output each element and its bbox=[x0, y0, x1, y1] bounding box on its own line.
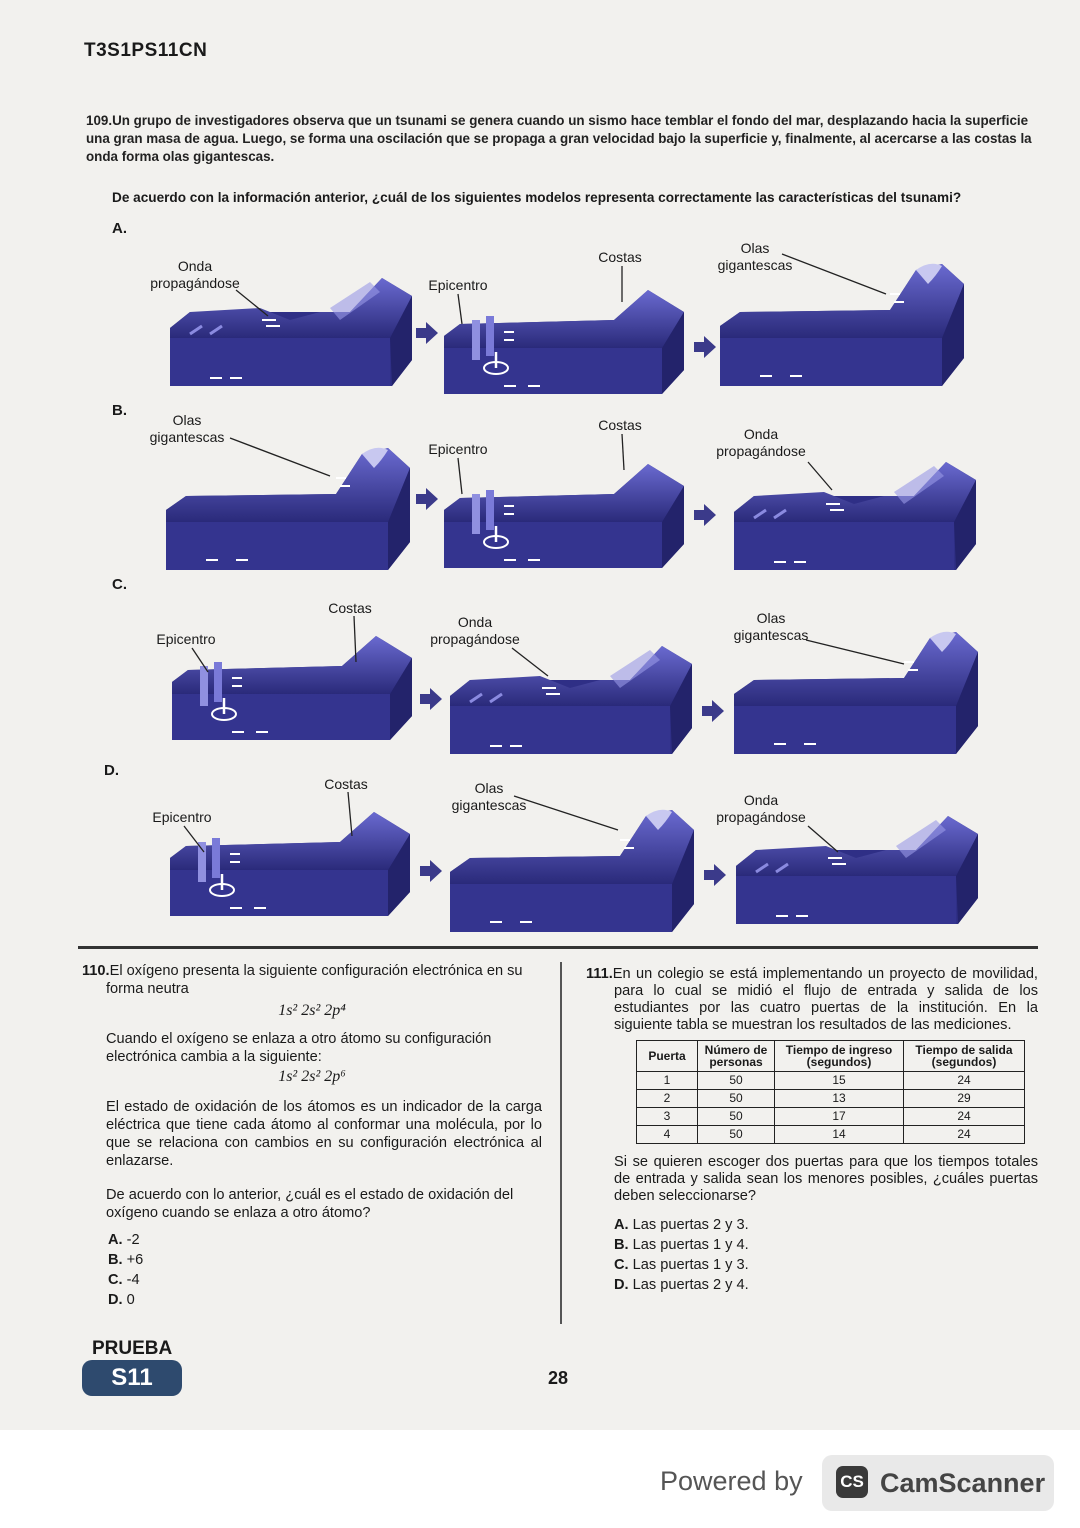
question-text: Un grupo de investigadores observa que un tsunami se genera cuando un sismo hace temblar el fondo del mar, desplazando hacia la superficie una gran masa de agua. Luego, se forma una oscilación que se propaga a gran velocidad bajo la superficie y, finalmente, al acercarse a las costas la onda forma olas gigantescas. bbox=[86, 113, 1032, 164]
formula-bonded: 1s² 2s² 2p⁶ bbox=[278, 1068, 346, 1085]
choice-b[interactable]: B. Las puertas 1 y 4. bbox=[614, 1237, 749, 1253]
prueba-label: PRUEBA bbox=[92, 1338, 173, 1359]
choice-c[interactable]: C. Las puertas 1 y 3. bbox=[614, 1257, 749, 1273]
choice-d[interactable]: D. Las puertas 2 y 4. bbox=[614, 1277, 749, 1293]
choice-c[interactable]: C. -4 bbox=[108, 1272, 140, 1288]
option-d-letter: D. bbox=[104, 762, 119, 779]
question-number: 111. bbox=[586, 966, 613, 982]
question-111 bbox=[586, 966, 1038, 1295]
diagram-label: Epicentro bbox=[428, 441, 488, 457]
choices-111 bbox=[586, 1215, 1038, 1295]
diagram-label: Epicentro bbox=[156, 631, 216, 647]
choice-d[interactable]: D. 0 bbox=[108, 1292, 135, 1308]
diagram-label: Olas gigantescas bbox=[717, 240, 793, 273]
table-header: Tiempo de ingreso (segundos) bbox=[775, 1041, 904, 1072]
diagram-label: Olas gigantescas bbox=[733, 610, 809, 643]
table-header-row bbox=[637, 1041, 1025, 1072]
option-a-letter: A. bbox=[112, 220, 127, 237]
choice-a[interactable]: A. Las puertas 2 y 3. bbox=[614, 1217, 749, 1233]
formula-neutral: 1s² 2s² 2p⁴ bbox=[278, 1002, 346, 1019]
exam-code: T3S1PS11CN bbox=[84, 40, 208, 61]
choices-110 bbox=[82, 1230, 542, 1310]
question-109-prompt: De acuerdo con la información anterior, ¿cuál de los siguientes modelos representa correctamente las características del tsunami? bbox=[112, 190, 962, 205]
table-row: 1 50 15 24 bbox=[637, 1072, 1025, 1090]
diagram-label: Epicentro bbox=[428, 277, 488, 293]
question-ask: Si se quieren escoger dos puertas para que los tiempos totales de entrada y salida sean los menores posibles, ¿cuáles puertas deben seleccionarse? bbox=[614, 1154, 1038, 1204]
diagram-label: Costas bbox=[598, 249, 642, 265]
diagram-label: Epicentro bbox=[152, 809, 212, 825]
diagram-label: Onda propagándose bbox=[430, 614, 520, 647]
choice-a[interactable]: A. -2 bbox=[108, 1232, 140, 1248]
table-header: Número de personas bbox=[698, 1041, 775, 1072]
question-intro: El oxígeno presenta la siguiente configuración electrónica en su forma neutra bbox=[106, 963, 523, 997]
question-paragraph: El estado de oxidación de los átomos es un indicador de la carga eléctrica que tiene cada átomo al conformar una molécula, por lo que se relaciona con cambios en su configuración electrónica al enlazarse. bbox=[106, 1099, 542, 1169]
table-header: Tiempo de salida (segundos) bbox=[904, 1041, 1025, 1072]
gates-table bbox=[636, 1040, 1025, 1144]
diagram-label: Costas bbox=[328, 600, 372, 616]
powered-by-text: Powered by bbox=[660, 1466, 803, 1496]
table-row: 2 50 13 29 bbox=[637, 1090, 1025, 1108]
test-badge: S11 bbox=[82, 1360, 182, 1396]
camscanner-brand: CamScanner bbox=[880, 1468, 1046, 1498]
table-row: 3 50 17 24 bbox=[637, 1108, 1025, 1126]
diagram-label: Costas bbox=[598, 417, 642, 433]
diagram-label: Onda propagándose bbox=[150, 258, 240, 291]
question-intro: En un colegio se está implementando un proyecto de movilidad, para lo cual se midió el flujo de entrada y salida de los estudiantes por las cuatro puertas de la institución. En la siguiente tabla se muestran los resultados de las mediciones. bbox=[612, 966, 1038, 1033]
question-110 bbox=[82, 962, 542, 1310]
diagram-label: Onda propagándose bbox=[716, 792, 806, 825]
option-b-letter: B. bbox=[112, 402, 127, 419]
table-header: Puerta bbox=[637, 1041, 698, 1072]
choice-b[interactable]: B. +6 bbox=[108, 1252, 144, 1268]
diagram-label: Olas gigantescas bbox=[149, 412, 225, 445]
question-ask: De acuerdo con lo anterior, ¿cuál es el estado de oxidación del oxígeno cuando se enlaza a otro átomo? bbox=[106, 1187, 514, 1221]
camscanner-logo-icon: CS bbox=[836, 1466, 868, 1498]
diagram-label: Costas bbox=[324, 776, 368, 792]
diagram-label: Onda propagándose bbox=[716, 426, 806, 459]
section-divider bbox=[78, 946, 1038, 949]
table-row: 4 50 14 24 bbox=[637, 1126, 1025, 1144]
question-mid: Cuando el oxígeno se enlaza a otro átomo su configuración electrónica cambia a la siguiente: bbox=[106, 1031, 492, 1065]
option-c-letter: C. bbox=[112, 576, 127, 593]
question-number: 109. bbox=[86, 113, 113, 128]
page-number: 28 bbox=[548, 1368, 569, 1388]
column-divider bbox=[560, 962, 562, 1324]
diagram-label: Olas gigantescas bbox=[451, 780, 527, 813]
question-number: 110. bbox=[82, 963, 110, 979]
